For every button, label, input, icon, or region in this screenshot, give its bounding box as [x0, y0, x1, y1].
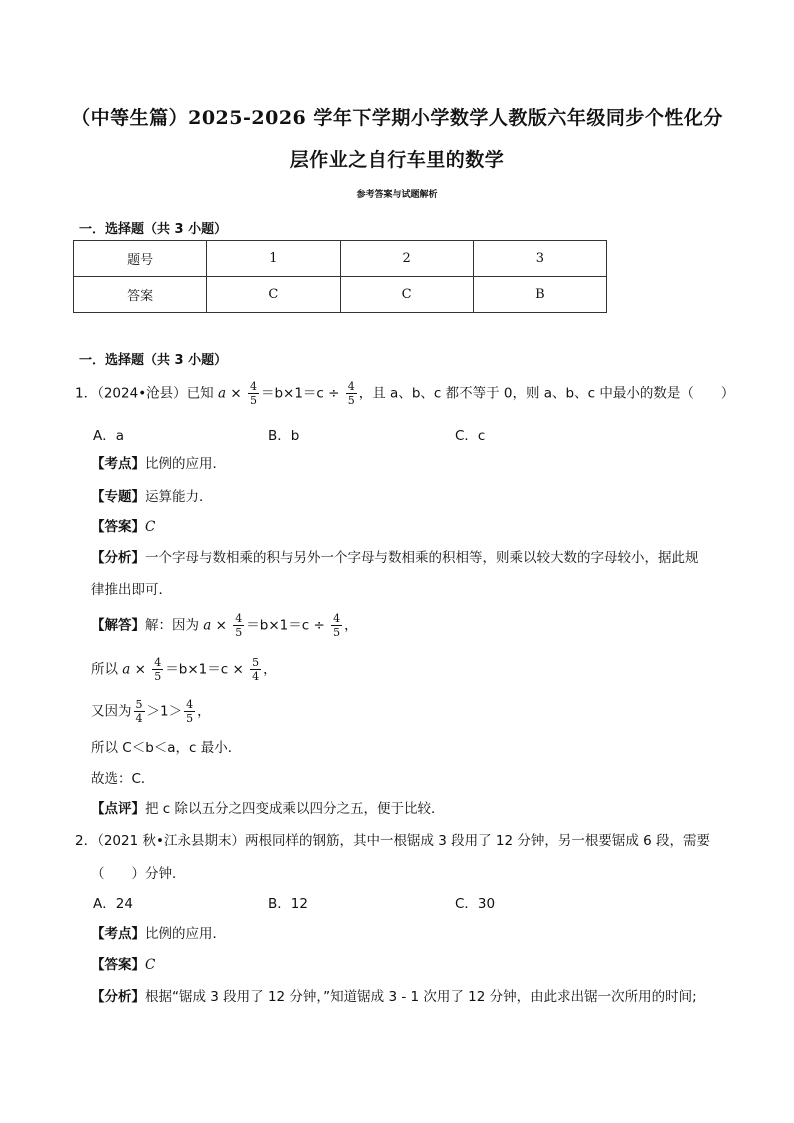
- section-heading-top: 一．选择题（共 3 小题）: [79, 222, 228, 237]
- table-cell: 答案: [74, 277, 207, 313]
- fraction-4-5: [233, 612, 244, 639]
- answer-table: [73, 240, 607, 313]
- youyin-word: 又因为: [91, 703, 132, 720]
- numerator: 4: [235, 612, 243, 625]
- tag-answer: 【答案】: [91, 519, 145, 535]
- divide-sign: ÷: [328, 385, 340, 402]
- denominator: 5: [333, 626, 341, 639]
- mid-expression: b×1＝c: [259, 617, 310, 634]
- comma: ，: [197, 703, 211, 720]
- denominator: 4: [135, 712, 143, 725]
- q1-zhuanti: [91, 485, 213, 505]
- q2-stem-line2: （ ）分钟．: [91, 866, 186, 882]
- q1-jieda-line4: 所以 C＜b＜a，c 最小．: [91, 740, 242, 756]
- fraction-4-5: [152, 656, 163, 683]
- equals-sign: ＝: [246, 617, 260, 634]
- q2-option-a: A．24: [93, 896, 133, 912]
- document-subtitle: 参考答案与试题解析: [356, 190, 438, 200]
- document-title-line2: 层作业之自行车里的数学: [289, 149, 505, 171]
- fenxi-text: 一个字母与数相乘的积与另外一个字母与数相乘的积相等，则乘以较大数的字母较小，据此规: [145, 550, 699, 566]
- kaodian-text: 比例的应用．: [145, 456, 226, 472]
- q1-guxuan: 故选：C．: [91, 771, 155, 787]
- dianping-text: 把 c 除以五分之四变成乘以四分之五，便于比较．: [145, 801, 445, 817]
- tag-answer: 【答案】: [91, 957, 145, 973]
- denominator: 5: [154, 670, 162, 683]
- q1-option-a: A．a: [93, 428, 125, 444]
- fraction-5-4: [134, 698, 145, 725]
- tag-jieda: 【解答】: [91, 617, 145, 634]
- table-cell: 1: [207, 241, 340, 277]
- denominator: 5: [235, 626, 243, 639]
- tag-fenxi: 【分析】: [91, 989, 145, 1005]
- tag-dianping: 【点评】: [91, 801, 145, 817]
- q1-jieda-line2: [91, 656, 277, 683]
- denominator: 5: [249, 394, 257, 407]
- answer-value: C: [145, 957, 156, 973]
- times-sign: ×: [134, 661, 146, 678]
- q1-stem: [75, 380, 734, 407]
- q1-source: （2024•沧县）已知: [97, 385, 214, 402]
- q1-kaodian: [91, 452, 226, 472]
- tag-kaodian: 【考点】: [91, 926, 145, 942]
- answer-table-row-number: [74, 241, 607, 277]
- q1-jieda-line1: [91, 612, 358, 639]
- fraction-4-5: [331, 612, 342, 639]
- table-cell: C: [340, 277, 473, 313]
- document-title-line1: （中等生篇）2025-2026 学年下学期小学数学人教版六年级同步个性化分: [71, 107, 723, 129]
- q2-stem-line1: 2．（2021 秋•江永县期末）两根同样的钢筋，其中一根锯成 3 段用了 12 分钟，另一根要锯成 6 段，需要: [75, 833, 711, 849]
- numerator: 4: [186, 698, 194, 711]
- mid-expression: b×1＝c: [178, 661, 229, 678]
- fraction-4-5: [184, 698, 195, 725]
- var-a: a: [217, 385, 227, 402]
- q1-mid-expression: b×1＝c: [274, 385, 324, 402]
- divide-sign: ÷: [313, 617, 325, 634]
- q1-stem-tail: ，且 a、b、c 都不等于 0，则 a、b、c 中最小的数是（ ）: [358, 385, 735, 402]
- numerator: 4: [154, 656, 162, 669]
- gt-one: ＞1＞: [146, 703, 183, 720]
- q1-option-b: B．b: [268, 428, 300, 444]
- denominator: 5: [186, 712, 194, 725]
- tag-kaodian: 【考点】: [91, 456, 145, 472]
- tag-fenxi: 【分析】: [91, 550, 145, 566]
- fraction-4-5: [346, 380, 357, 407]
- q1-jieda-line3: [91, 698, 211, 725]
- table-cell: 题号: [74, 241, 207, 277]
- q2-fenxi: [91, 985, 697, 1005]
- numerator: 4: [347, 380, 355, 393]
- q1-fenxi-line1: [91, 546, 699, 566]
- q1-option-c: C．c: [455, 428, 486, 444]
- times-sign: ×: [215, 617, 227, 634]
- comma: ，: [263, 661, 277, 678]
- table-cell: 2: [340, 241, 473, 277]
- q1-dianping: [91, 797, 445, 817]
- numerator: 4: [333, 612, 341, 625]
- table-cell: 3: [473, 241, 606, 277]
- var-a: a: [203, 617, 212, 634]
- q2-option-c: C．30: [455, 896, 496, 912]
- answer-value: C: [145, 519, 156, 535]
- times-sign: ×: [232, 661, 244, 678]
- fenxi-text: 根据“锯成 3 段用了 12 分钟，”知道锯成 3 - 1 次用了 12 分钟，由此求出锯一次所用的时间;: [145, 989, 697, 1005]
- times-sign: ×: [230, 385, 242, 402]
- numerator: 5: [252, 656, 260, 669]
- fraction-4-5: [248, 380, 259, 407]
- suoyi-word: 所以: [91, 661, 118, 678]
- q2-answer: [91, 953, 155, 973]
- comma: ，: [344, 617, 358, 634]
- q2-option-b: B．12: [268, 896, 308, 912]
- q2-kaodian: [91, 922, 226, 942]
- table-cell: B: [473, 277, 606, 313]
- equals-sign: ＝: [165, 661, 179, 678]
- zhuanti-text: 运算能力．: [145, 489, 213, 505]
- q1-fenxi-line2: 律推出即可．: [91, 582, 172, 598]
- q1-number: 1．: [75, 385, 98, 402]
- jieda-prefix: 解：因为: [145, 617, 199, 634]
- var-a: a: [122, 661, 131, 678]
- q1-answer: [91, 515, 155, 535]
- numerator: 5: [135, 698, 143, 711]
- section-heading-detail: 一．选择题（共 3 小题）: [79, 353, 228, 368]
- denominator: 5: [347, 394, 355, 407]
- denominator: 4: [252, 670, 260, 683]
- answer-table-row-answer: [74, 277, 607, 313]
- tag-zhuanti: 【专题】: [91, 489, 145, 505]
- table-cell: C: [207, 277, 340, 313]
- equals-sign: ＝: [260, 385, 275, 402]
- numerator: 4: [249, 380, 257, 393]
- kaodian-text: 比例的应用．: [145, 926, 226, 942]
- fraction-5-4: [250, 656, 261, 683]
